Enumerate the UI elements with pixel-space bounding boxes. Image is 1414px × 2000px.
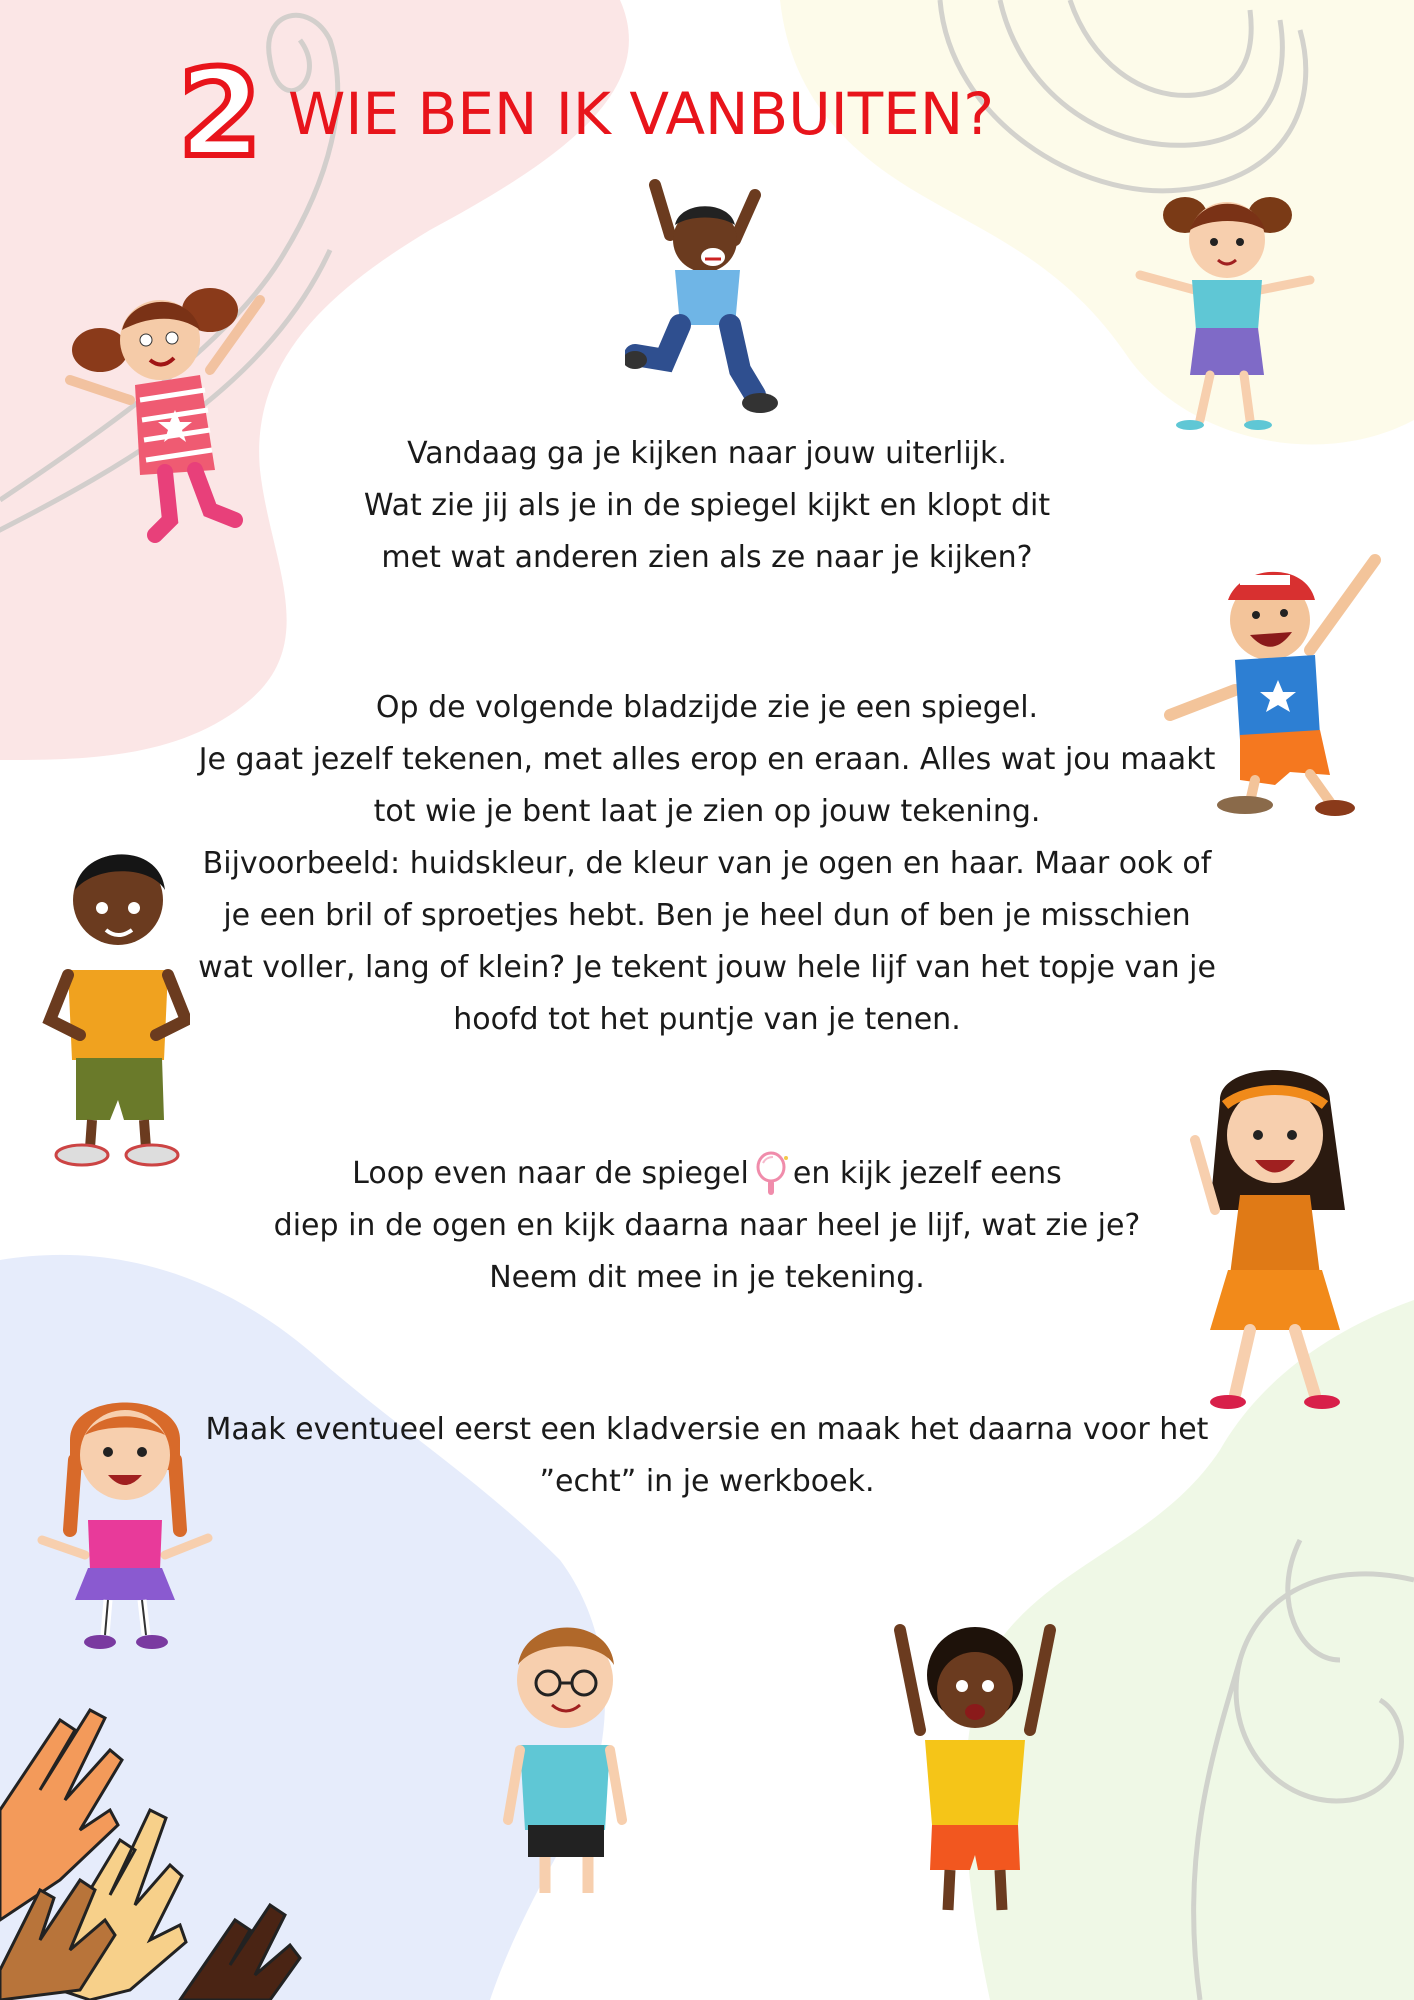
girl-headband-icon: [1180, 1060, 1360, 1420]
boy-cap-icon: [1160, 540, 1410, 820]
text-line: [150, 1148, 1264, 1200]
text-line: Op de volgende bladzijde zie je een spiegel.: [375, 690, 1039, 725]
raised-hands-icon: [0, 1690, 360, 2000]
draft-paragraph: [150, 1404, 1264, 1508]
instructions-paragraph: [150, 682, 1264, 1046]
text-line: Neem dit mee in je tekening.: [489, 1260, 925, 1295]
text-line: diep in de ogen en kijk daarna naar heel je lijf, wat zie je?: [273, 1208, 1141, 1243]
section-number: 2: [178, 50, 262, 170]
girl-pigtails-icon: [60, 260, 320, 560]
text-line: tot wie je bent laat je zien op jouw tekening.: [373, 794, 1041, 829]
boy-arms-up-icon: [870, 1610, 1070, 1930]
girl-braids-icon: [30, 1380, 220, 1660]
girl-waving-icon: [1130, 180, 1320, 440]
text-fragment: en kijk jezelf eens: [792, 1156, 1062, 1191]
text-line: wat voller, lang of klein? Je tekent jouw hele lijf van het topje van je: [198, 950, 1216, 985]
mirror-paragraph: [150, 1148, 1264, 1304]
text-line: Je gaat jezelf tekenen, met alles erop en eraan. Alles wat jou maakt: [198, 742, 1216, 777]
boy-hands-hips-icon: [40, 830, 190, 1170]
text-line: Maak eventueel eerst een kladversie en maak het daarna voor het: [205, 1412, 1209, 1447]
boy-jumping-icon: [625, 175, 785, 415]
text-line: met wat anderen zien als ze naar je kijken?: [381, 540, 1033, 575]
text-line: je een bril of sproetjes hebt. Ben je heel dun of ben je misschien: [223, 898, 1191, 933]
text-line: Vandaag ga je kijken naar jouw uiterlijk.: [407, 436, 1007, 471]
text-fragment: Loop even naar de spiegel: [352, 1156, 749, 1191]
number-badge: [170, 50, 270, 170]
header: [170, 50, 1270, 180]
text-line: ”echt” in je werkboek.: [539, 1464, 875, 1499]
text-line: Bijvoorbeeld: huidskleur, de kleur van je ogen en haar. Maar ook of: [202, 846, 1212, 881]
page-title: WIE BEN IK VANBUITEN?: [288, 80, 994, 148]
boy-glasses-icon: [490, 1605, 640, 1905]
hand-mirror-icon: [753, 1151, 789, 1197]
text-line: Wat zie jij als je in de spiegel kijkt en klopt dit: [363, 488, 1051, 523]
text-line: hoofd tot het puntje van je tenen.: [453, 1002, 961, 1037]
